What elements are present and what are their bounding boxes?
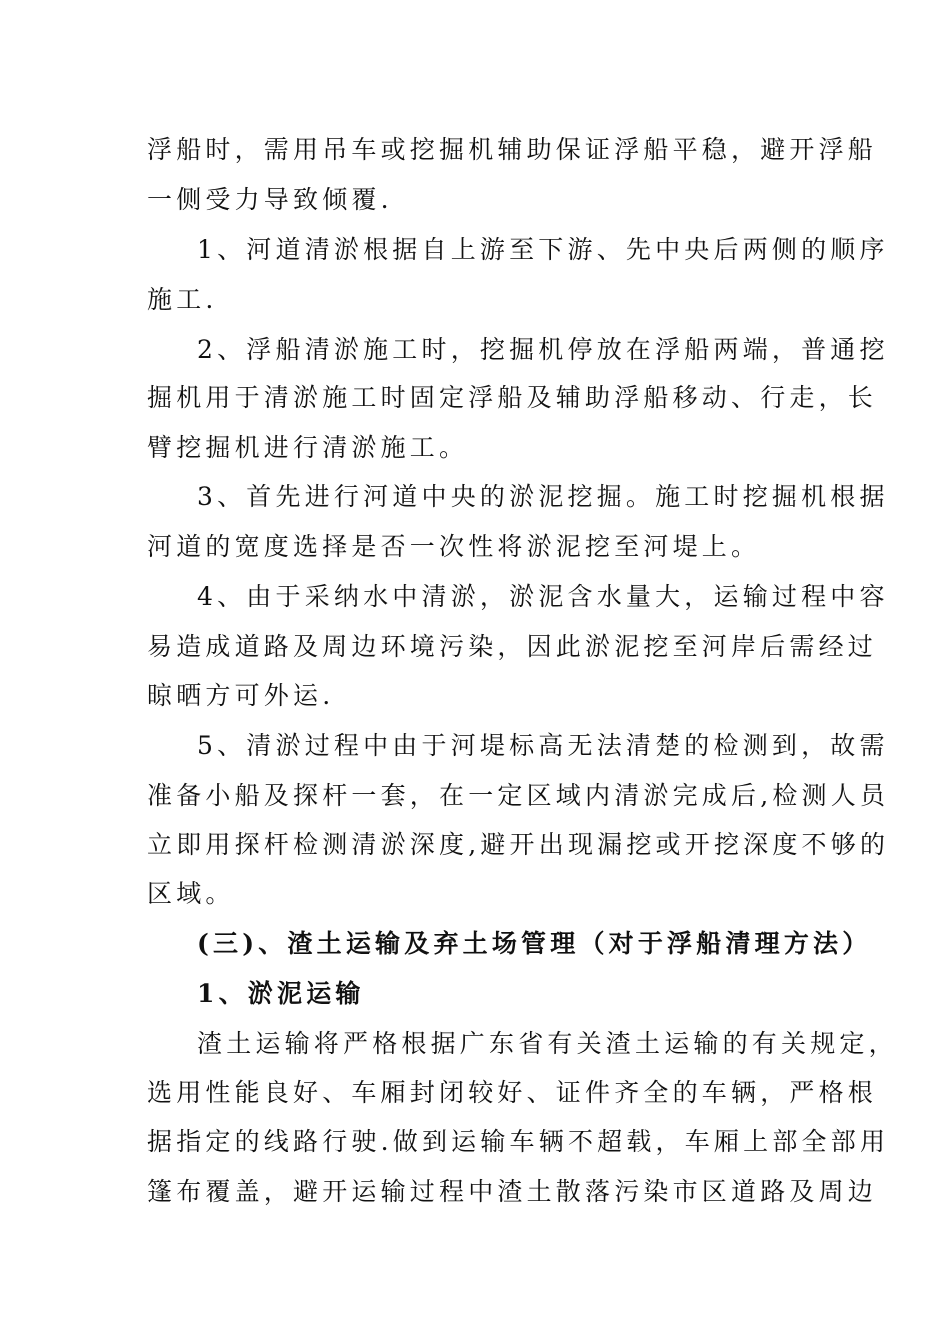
text-line: 篷布覆盖，避开运输过程中渣土散落污染市区道路及周边 <box>147 1177 878 1206</box>
text-line: 浮船时，需用吊车或挖掘机辅助保证浮船平稳，避开浮船 <box>147 135 878 164</box>
paragraph-item-3: 3、首先进行河道中央的淤泥挖掘。施工时挖掘机根据 <box>197 482 889 511</box>
text-line: 准备小船及探杆一套，在一定区域内清淤完成后,检测人员 <box>147 781 890 810</box>
section-heading: (三)、渣土运输及弃土场管理（对于浮船清理方法） <box>197 929 872 958</box>
text-line: 施工. <box>147 285 218 314</box>
subsection-heading: 1、淤泥运输 <box>197 979 365 1008</box>
text-line: 晾晒方可外运. <box>147 681 335 710</box>
text-line: 立即用探杆检测清淤深度,避开出现漏挖或开挖深度不够的 <box>147 830 890 859</box>
text-line: 掘机用于清淤施工时固定浮船及辅助浮船移动、行走，长 <box>147 383 878 412</box>
text-line: 易造成道路及周边环境污染，因此淤泥挖至河岸后需经过 <box>147 632 878 661</box>
paragraph-item-2: 2、浮船清淤施工时，挖掘机停放在浮船两端，普通挖 <box>197 335 889 364</box>
text-line: 河道的宽度选择是否一次性将淤泥挖至河堤上。 <box>147 532 761 561</box>
text-line: 臂挖掘机进行清淤施工。 <box>147 433 469 462</box>
text-line: 一侧受力导致倾覆. <box>147 185 393 214</box>
text-line: 据指定的线路行驶.做到运输车辆不超载，车厢上部全部用 <box>147 1127 890 1156</box>
paragraph-item-4: 4、由于采纳水中清淤，淤泥含水量大，运输过程中容 <box>197 582 889 611</box>
text-line: 选用性能良好、车厢封闭较好、证件齐全的车辆，严格根 <box>147 1078 878 1107</box>
text-line: 区域。 <box>147 879 235 908</box>
paragraph-item-5: 5、清淤过程中由于河堤标高无法清楚的检测到，故需 <box>197 731 889 760</box>
paragraph-item-1: 1、河道清淤根据自上游至下游、先中央后两侧的顺序 <box>197 235 889 264</box>
paragraph-line: 渣土运输将严格根据广东省有关渣土运输的有关规定， <box>197 1029 898 1058</box>
